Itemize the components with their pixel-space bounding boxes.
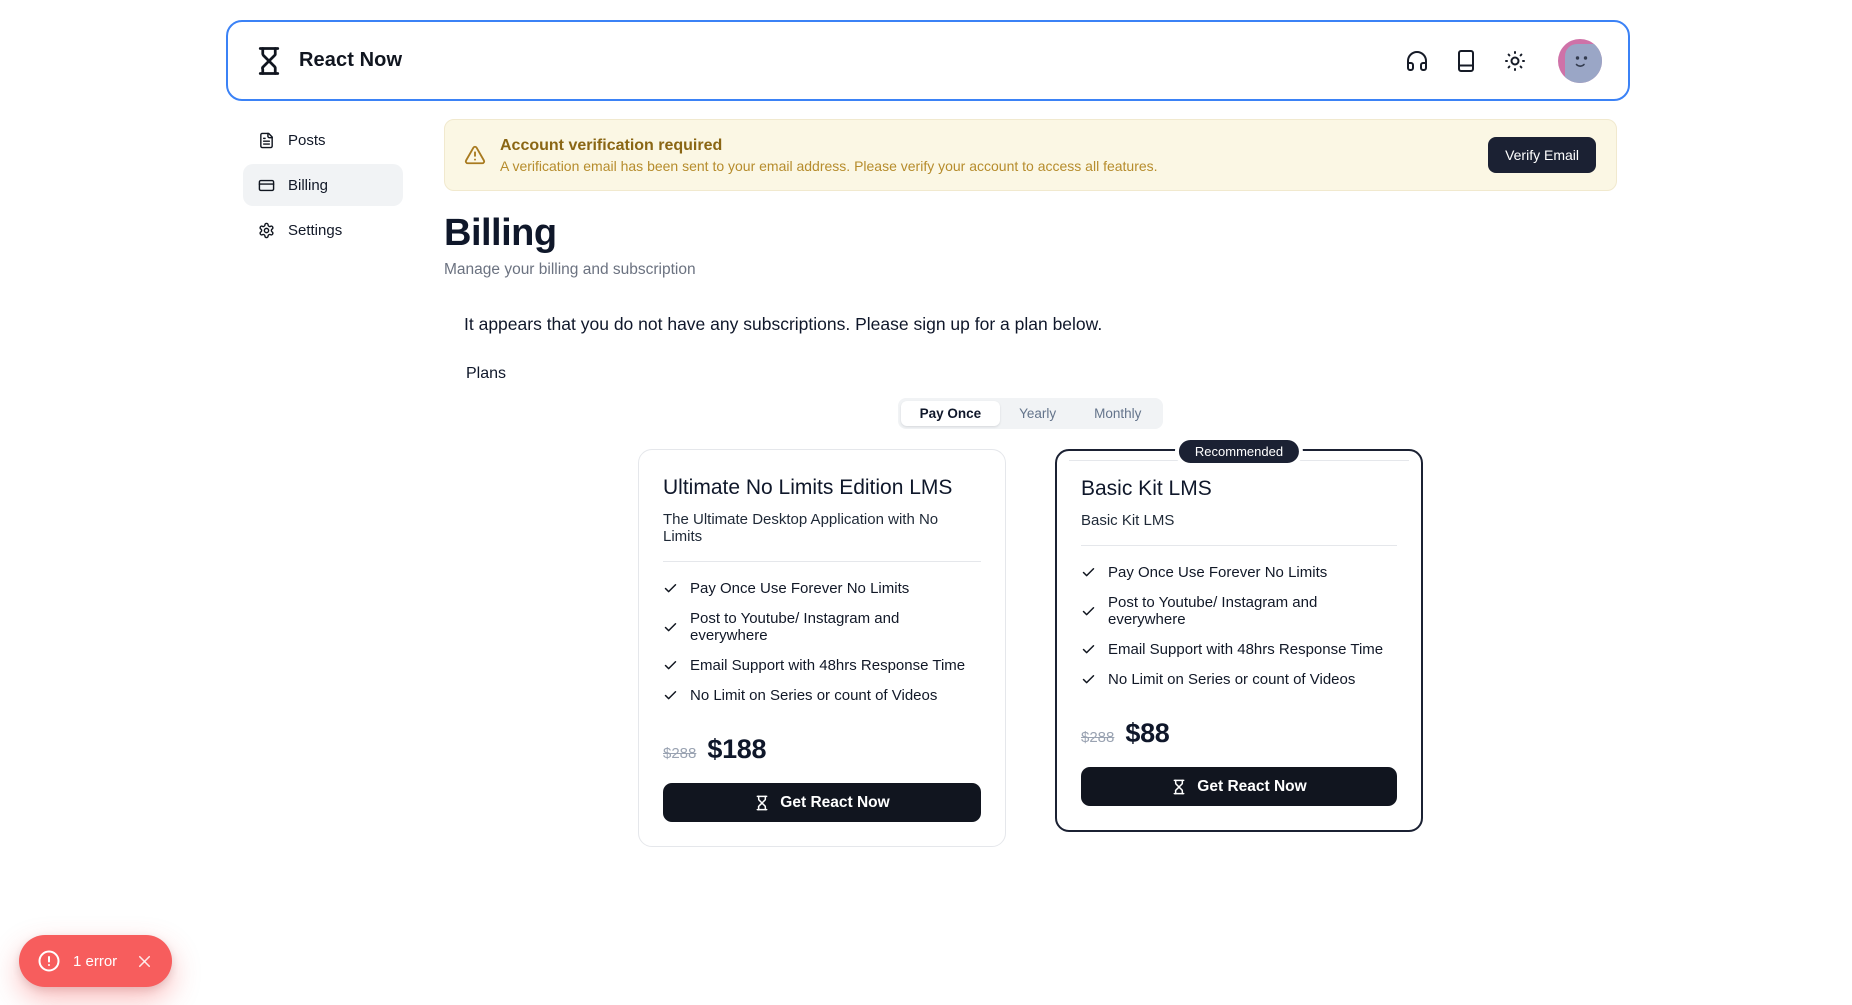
page-subtitle: Manage your billing and subscription [444, 261, 696, 278]
plan-name: Basic Kit LMS [1081, 477, 1212, 500]
plan-card-basic-kit [1055, 444, 1423, 832]
sidebar-item-billing[interactable] [243, 164, 403, 206]
feature-item [1081, 671, 1397, 688]
top-navbar [226, 20, 1630, 101]
page-title: Billing [444, 212, 557, 254]
check-icon [1081, 604, 1096, 619]
feature-item [1081, 564, 1397, 581]
banner-text [500, 137, 1474, 174]
feature-item [663, 687, 981, 704]
plans-label: Plans [466, 365, 507, 382]
feature-item [1081, 641, 1397, 658]
sidebar-item-settings[interactable] [243, 209, 403, 251]
check-icon [663, 688, 678, 703]
divider [663, 561, 981, 562]
gear-icon [258, 222, 275, 239]
sidebar-item-label: Settings [288, 221, 343, 239]
price-row [663, 734, 981, 765]
header-actions [1405, 39, 1602, 83]
verification-banner [444, 119, 1617, 191]
banner-title: Account verification required [500, 136, 723, 154]
feature-list [1081, 564, 1397, 688]
warning-triangle-icon [464, 144, 486, 166]
get-react-now-button[interactable] [1081, 767, 1397, 806]
book-icon[interactable] [1454, 49, 1478, 73]
no-subscriptions-message: It appears that you do not have any subscriptions. Please sign up for a plan below. [464, 314, 1103, 334]
plan-description: Basic Kit LMS [1081, 512, 1175, 529]
sidebar-item-label: Posts [288, 131, 326, 149]
error-toast[interactable] [19, 935, 172, 987]
feature-text: Email Support with 48hrs Response Time [1108, 641, 1384, 658]
cta-label: Get React Now [1197, 777, 1307, 795]
feature-item [663, 657, 981, 674]
file-text-icon [258, 132, 275, 149]
check-icon [1081, 565, 1096, 580]
credit-card-icon [258, 177, 275, 194]
check-icon [663, 658, 678, 673]
feature-text: Post to Youtube/ Instagram and everywhere [690, 610, 900, 644]
feature-text: No Limit on Series or count of Videos [690, 687, 938, 704]
tab-pay-once[interactable]: Pay Once [901, 401, 1001, 426]
headphones-icon[interactable] [1405, 49, 1429, 73]
check-icon [1081, 642, 1096, 657]
plan-name: Ultimate No Limits Edition LMS [663, 476, 953, 499]
feature-item [1081, 594, 1397, 628]
sidebar-item-label: Billing [288, 176, 329, 194]
brand [254, 46, 402, 76]
smiley-avatar[interactable] [1558, 39, 1602, 83]
billing-period-tabs-row [444, 398, 1617, 429]
toast-label: 1 error [73, 952, 118, 970]
price-row [1081, 718, 1397, 749]
feature-text: Pay Once Use Forever No Limits [690, 580, 910, 597]
plan-description: The Ultimate Desktop Application with No Limits [663, 511, 939, 545]
main-content [444, 119, 1617, 847]
hourglass-icon [754, 795, 770, 811]
cta-label: Get React Now [780, 793, 890, 811]
feature-text: Post to Youtube/ Instagram and everywhere [1108, 594, 1318, 628]
get-react-now-button[interactable] [663, 783, 981, 822]
current-price: $88 [1125, 718, 1170, 748]
recommended-badge: Recommended [1175, 436, 1303, 467]
alert-circle-icon [37, 949, 61, 973]
brand-name: React Now [299, 49, 403, 71]
check-icon [663, 620, 678, 635]
plan-card-ultimate [638, 449, 1006, 847]
verify-email-button[interactable]: Verify Email [1488, 137, 1596, 173]
billing-period-tabs [898, 398, 1164, 429]
feature-list [663, 580, 981, 704]
feature-text: Pay Once Use Forever No Limits [1108, 564, 1328, 581]
current-price: $188 [707, 734, 767, 764]
sun-icon[interactable] [1503, 49, 1527, 73]
hourglass-icon [254, 46, 284, 76]
tab-monthly[interactable]: Monthly [1075, 401, 1160, 426]
sidebar [243, 119, 403, 254]
feature-text: No Limit on Series or count of Videos [1108, 671, 1356, 688]
divider [1081, 545, 1397, 546]
original-price: $288 [663, 745, 697, 762]
feature-item [663, 580, 981, 597]
feature-text: Email Support with 48hrs Response Time [690, 657, 966, 674]
check-icon [1081, 672, 1096, 687]
close-icon[interactable] [135, 952, 154, 971]
hourglass-icon [1171, 779, 1187, 795]
tab-yearly[interactable]: Yearly [1000, 401, 1075, 426]
banner-message: A verification email has been sent to your email address. Please verify your account to access all features. [500, 157, 1158, 174]
original-price: $288 [1081, 729, 1115, 746]
feature-item [663, 610, 981, 644]
check-icon [663, 581, 678, 596]
plan-cards [444, 444, 1617, 847]
sidebar-item-posts[interactable] [243, 119, 403, 161]
